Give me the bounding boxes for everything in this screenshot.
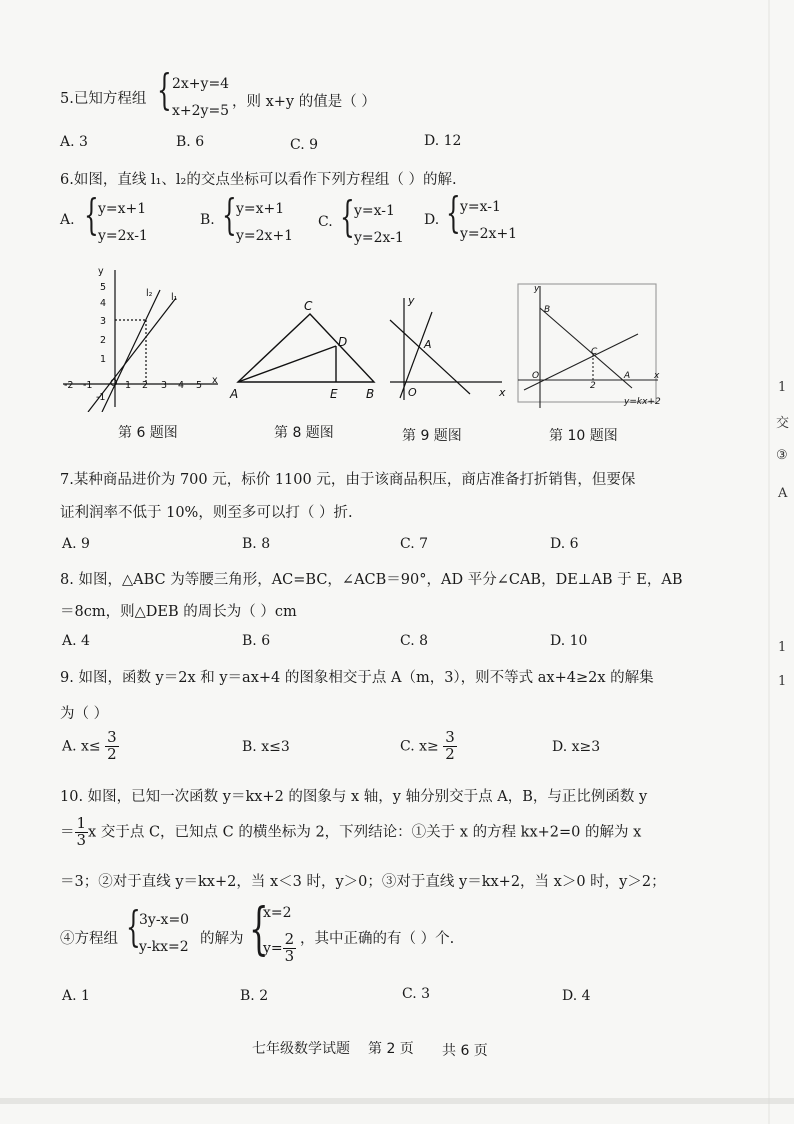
q9-option-a-fraction — [105, 730, 119, 763]
q9-option-c-pre: C. x≥ — [400, 738, 439, 755]
q10-sys-brace: { — [126, 902, 141, 951]
fig10-label-a: A — [624, 371, 631, 381]
q9-option-c — [400, 730, 457, 763]
fig6-xtick-2: 2 — [142, 380, 149, 391]
q5-option-b: B. 6 — [176, 134, 205, 150]
edge-mark-1: 1 — [778, 380, 787, 395]
q10-option-d: D. 4 — [562, 988, 591, 1004]
q6-b-brace: { — [222, 190, 237, 239]
q8-option-d: D. 10 — [550, 633, 588, 649]
q10-sol-eq1: x=2 — [263, 905, 292, 921]
q6-b-eq1: y=x+1 — [236, 201, 285, 217]
fig8-triangle-abc — [238, 314, 374, 382]
fig6-xtick-3: 3 — [161, 380, 168, 391]
q5-eq1: 2x+y=4 — [172, 76, 230, 92]
q6-a-eq2: y=2x-1 — [98, 228, 148, 244]
q10-option-b: B. 2 — [240, 988, 269, 1004]
fig6-y-label: y — [98, 266, 104, 277]
fig8-caption: 第 8 题图 — [274, 425, 334, 441]
fig6-ytick-5: 5 — [100, 282, 107, 293]
q7-option-d: D. 6 — [550, 536, 579, 552]
fig10-label-b: B — [544, 305, 551, 315]
fig9-label-a: A — [424, 338, 432, 351]
q10-line2-post: x 交于点 C，已知点 C 的横坐标为 2，下列结论：①关于 x 的方程 kx+2=0 的解为 x — [88, 824, 642, 841]
q7-option-a: A. 9 — [62, 536, 90, 552]
fig6-ytick-4: 4 — [100, 298, 107, 309]
fig9-origin: O — [408, 386, 417, 399]
q5-option-a: A. 3 — [60, 134, 88, 150]
q7-line2: 证利润率不低于 10%，则至多可以打（ ）折. — [60, 505, 353, 521]
fig6-l2-label: l₂ — [146, 288, 153, 299]
footer-page: 第 2 页 — [368, 1041, 414, 1057]
q10-line1: 10. 如图，已知一次函数 y＝kx+2 的图象与 x 轴，y 轴分别交于点 A，B，与正比例函数 y — [60, 789, 648, 805]
fig6-xtick-1: 1 — [125, 380, 132, 391]
fig6-xtick-5: 5 — [196, 380, 203, 391]
q6-option-a-label: A. — [60, 212, 75, 228]
q6-d-eq1: y=x-1 — [460, 199, 501, 215]
fig10-line-kx2 — [540, 308, 632, 388]
q5-suffix: ，则 x+y 的值是（ ） — [232, 94, 376, 110]
q6-d-eq2: y=2x+1 — [460, 226, 518, 242]
q10-sol-den: 3 — [284, 946, 295, 965]
fig6-xtick-4: 4 — [178, 380, 185, 391]
q8-option-b: B. 6 — [242, 633, 271, 649]
edge-mark-2: 交 — [776, 416, 790, 431]
fig6-l1-label: l₁ — [171, 292, 178, 303]
q10-sol-y: y= — [263, 940, 283, 957]
q9-line2: 为（ ） — [60, 706, 109, 722]
q10-sol-num: 2 — [284, 930, 295, 948]
q10-frac-den: 3 — [76, 830, 87, 849]
edge-mark-5: 1 — [778, 640, 787, 655]
fig6-ytick-neg1: -1 — [96, 392, 106, 403]
fig6-ytick-3: 3 — [100, 316, 107, 327]
fig10-line-label: y=kx+2 — [624, 397, 661, 407]
q10-line3: ＝3；②对于直线 y＝kx+2，当 x＜3 时，y＞0；③对于直线 y＝kx+2，当 x＞0 时，y＞2； — [60, 874, 666, 890]
figure-9 — [386, 290, 506, 410]
q5-option-d: D. 12 — [424, 133, 462, 149]
edge-mark-4: A — [778, 486, 788, 501]
fig9-line-ax4 — [390, 320, 470, 394]
q9-line1: 9. 如图，函数 y＝2x 和 y＝ax+4 的图象相交于点 A（m，3），则不等式 ax+4≥2x 的解集 — [60, 670, 654, 686]
fig6-xtick-neg1: -1 — [83, 380, 93, 391]
fig10-label-c: C — [591, 347, 598, 357]
footer-total: 共 6 页 — [442, 1043, 488, 1059]
q5-prefix: 5.已知方程组 — [60, 91, 147, 107]
fig9-caption: 第 9 题图 — [402, 428, 462, 444]
fig9-x-label: x — [499, 386, 506, 399]
figure-6 — [58, 262, 228, 412]
q9-a-den: 2 — [107, 744, 117, 763]
fig10-y-label: y — [534, 284, 540, 294]
fig6-ytick-1: 1 — [100, 354, 107, 365]
edge-mark-6: 1 — [778, 674, 787, 689]
fig6-caption: 第 6 题图 — [118, 425, 178, 441]
q5-option-c: C. 9 — [290, 137, 319, 153]
fig8-label-b: B — [366, 387, 375, 401]
q6-stem: 6.如图，直线 l₁、l₂的交点坐标可以看作下列方程组（ ）的解. — [60, 172, 457, 188]
q10-line2-pre: ＝ — [60, 824, 75, 841]
fig10-origin: O — [532, 371, 540, 381]
q10-line4-pre: ④方程组 — [60, 931, 118, 947]
edge-mark-3: ③ — [776, 448, 788, 463]
q10-sol-eq2 — [263, 932, 296, 965]
q6-option-c-label: C. — [318, 214, 333, 230]
q6-option-b-label: B. — [200, 212, 215, 228]
fig10-line-third-x — [524, 334, 638, 390]
q6-a-brace: { — [84, 190, 99, 239]
figure-10 — [514, 282, 662, 412]
footer-subject: 七年级数学试题 — [252, 1041, 350, 1057]
q5-brace: { — [157, 65, 172, 114]
fig6-ytick-2: 2 — [100, 335, 107, 346]
q10-sys-eq2: y-kx=2 — [139, 939, 189, 955]
q9-a-num: 3 — [107, 728, 117, 746]
q6-d-brace: { — [446, 188, 461, 237]
q10-line4-mid: 的解为 — [200, 931, 244, 947]
fig8-label-a: A — [230, 387, 239, 401]
fig6-xtick-neg2: -2 — [64, 380, 74, 391]
fig10-tick-2: 2 — [590, 381, 596, 391]
fig8-label-c: C — [304, 299, 313, 313]
q7-option-c: C. 7 — [400, 536, 429, 552]
q10-line2 — [60, 816, 641, 849]
q10-sol-brace: { — [249, 897, 269, 962]
q9-c-num: 3 — [445, 728, 455, 746]
fig8-label-d: D — [338, 335, 348, 349]
fig10-caption: 第 10 题图 — [549, 428, 618, 444]
q8-option-c: C. 8 — [400, 633, 429, 649]
fig6-x-label: x — [212, 375, 218, 386]
q10-line4-post: ，其中正确的有（ ）个. — [300, 931, 455, 947]
fig6-origin: O — [110, 378, 118, 389]
q9-c-den: 2 — [445, 744, 455, 763]
q7-option-b: B. 8 — [242, 536, 271, 552]
q8-option-a: A. 4 — [62, 633, 90, 649]
q9-option-d: D. x≥3 — [552, 739, 601, 755]
fig8-label-e: E — [330, 387, 338, 401]
q5-eq2: x+2y=5 — [172, 103, 230, 119]
q10-option-c: C. 3 — [402, 986, 431, 1002]
q6-c-eq2: y=2x-1 — [354, 230, 404, 246]
q6-a-eq1: y=x+1 — [98, 201, 147, 217]
q9-option-a-pre: A. x≤ — [62, 738, 101, 755]
q8-line2: ＝8cm，则△DEB 的周长为（ ）cm — [60, 604, 297, 620]
q6-c-brace: { — [340, 192, 355, 241]
figure-8 — [228, 296, 388, 406]
fig6-line-l2 — [102, 290, 160, 412]
q7-line1: 7.某种商品进价为 700 元，标价 1100 元，由于该商品积压，商店准备打折销售，但要保 — [60, 472, 636, 488]
q6-option-d-label: D. — [424, 212, 440, 228]
fig9-y-label: y — [408, 294, 415, 307]
q10-option-a: A. 1 — [62, 988, 90, 1004]
q9-option-b: B. x≤3 — [242, 739, 290, 755]
q10-sys-eq1: 3y-x=0 — [139, 912, 190, 928]
q6-c-eq1: y=x-1 — [354, 203, 395, 219]
fig10-frame — [518, 284, 656, 402]
scan-border-bottom — [0, 1098, 794, 1104]
scan-border-right — [768, 0, 770, 1124]
q9-option-a — [62, 730, 119, 763]
q10-frac-num: 1 — [76, 814, 87, 832]
q10-sol-fraction — [283, 932, 297, 965]
fig8-segment-ad — [238, 346, 336, 382]
q10-fraction-third — [75, 816, 89, 849]
q6-b-eq2: y=2x+1 — [236, 228, 294, 244]
q9-option-c-fraction — [443, 730, 457, 763]
fig10-x-label: x — [654, 371, 660, 381]
q8-line1: 8. 如图，△ABC 为等腰三角形，AC=BC，∠ACB＝90°，AD 平分∠CAB，DE⊥AB 于 E，AB — [60, 572, 683, 588]
